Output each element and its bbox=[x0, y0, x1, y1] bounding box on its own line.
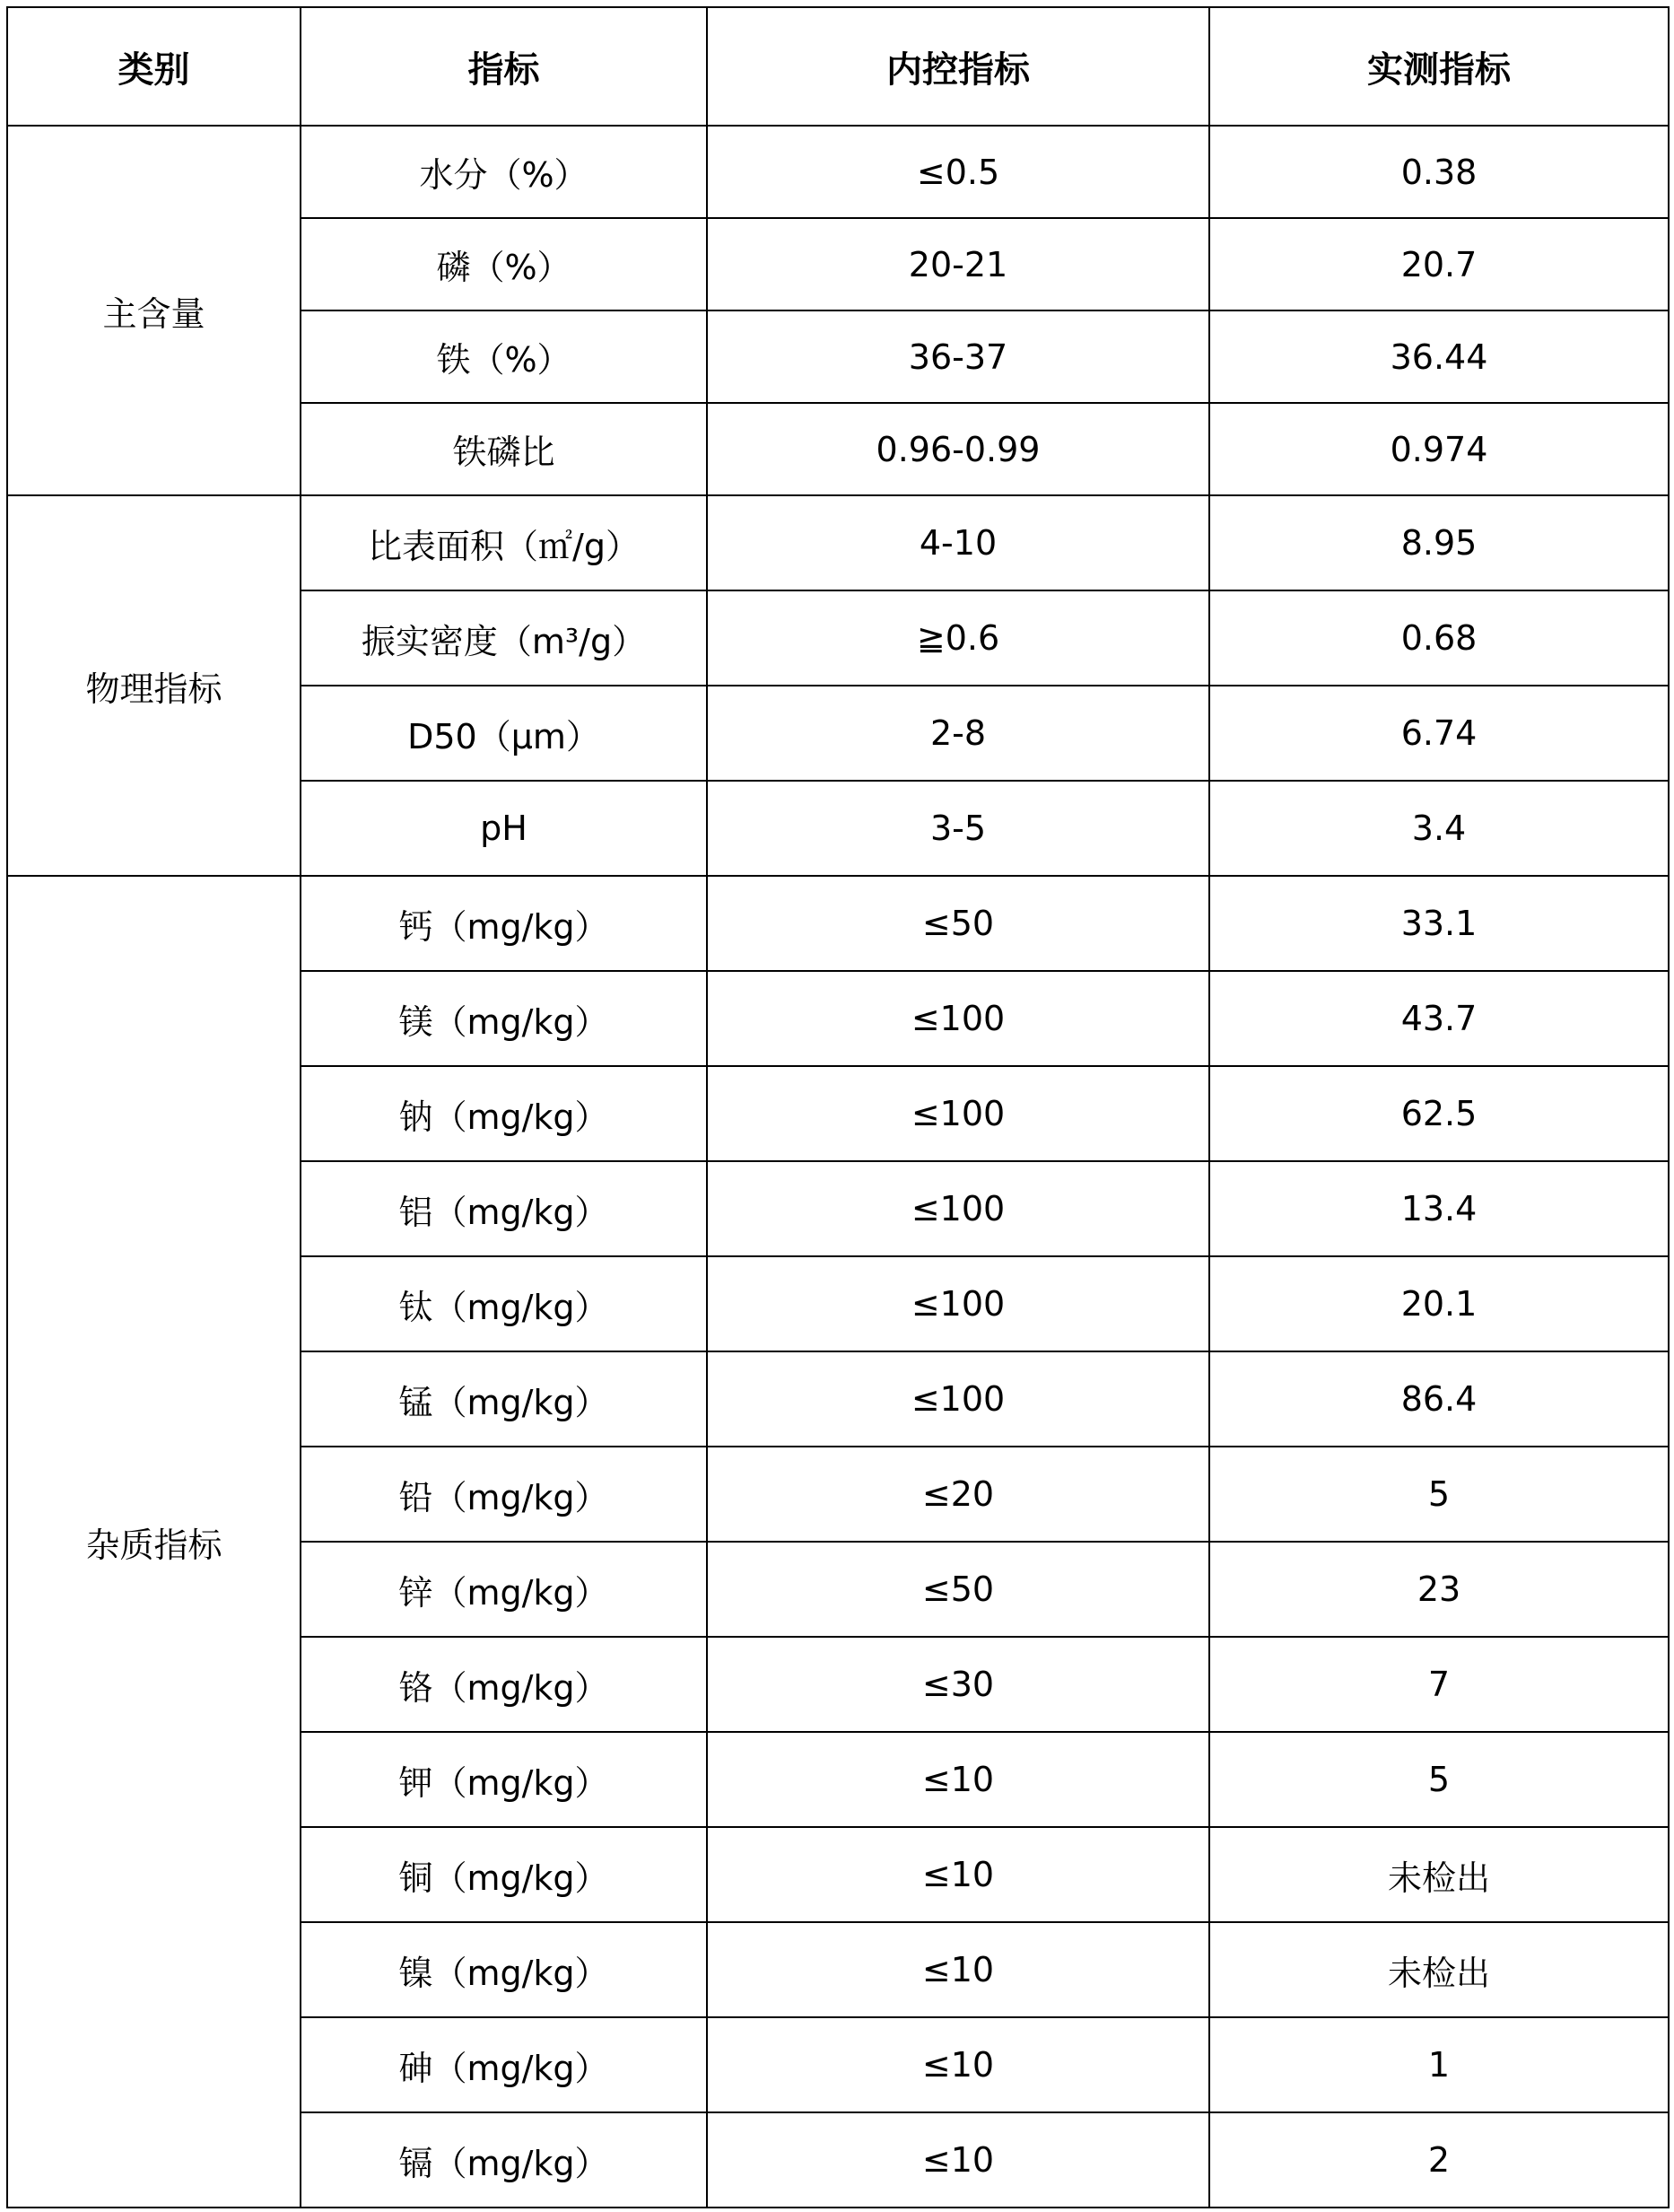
spec-cell: ≤100 bbox=[707, 971, 1209, 1066]
item-cell: 振实密度（m³/g） bbox=[301, 590, 707, 686]
spec-cell: 36-37 bbox=[707, 310, 1209, 403]
measured-cell: 86.4 bbox=[1209, 1351, 1669, 1447]
item-cell: 钛（mg/kg） bbox=[301, 1256, 707, 1351]
table-row bbox=[7, 876, 1669, 971]
spec-cell: ≤20 bbox=[707, 1447, 1209, 1542]
spec-cell: ≤50 bbox=[707, 876, 1209, 971]
measured-cell: 未检出 bbox=[1209, 1922, 1669, 2017]
measured-cell: 7 bbox=[1209, 1637, 1669, 1732]
item-cell: 铁磷比 bbox=[301, 403, 707, 495]
measured-cell: 未检出 bbox=[1209, 1827, 1669, 1922]
item-cell: 钾（mg/kg） bbox=[301, 1732, 707, 1827]
measured-cell: 0.38 bbox=[1209, 126, 1669, 218]
item-cell: 铬（mg/kg） bbox=[301, 1637, 707, 1732]
item-cell: 镍（mg/kg） bbox=[301, 1922, 707, 2017]
item-cell: 磷（%） bbox=[301, 218, 707, 310]
header-item: 指标 bbox=[301, 7, 707, 126]
spec-cell: ≤100 bbox=[707, 1256, 1209, 1351]
spec-cell: ≤100 bbox=[707, 1066, 1209, 1161]
spec-cell: ≤30 bbox=[707, 1637, 1209, 1732]
measured-cell: 3.4 bbox=[1209, 781, 1669, 876]
spec-cell: ≤10 bbox=[707, 2017, 1209, 2112]
measured-cell: 1 bbox=[1209, 2017, 1669, 2112]
header-measured: 实测指标 bbox=[1209, 7, 1669, 126]
measured-cell: 20.7 bbox=[1209, 218, 1669, 310]
measured-cell: 0.68 bbox=[1209, 590, 1669, 686]
spec-cell: ≧0.6 bbox=[707, 590, 1209, 686]
spec-cell: 4-10 bbox=[707, 495, 1209, 590]
header-row bbox=[7, 7, 1669, 126]
item-cell: 钙（mg/kg） bbox=[301, 876, 707, 971]
measured-cell: 8.95 bbox=[1209, 495, 1669, 590]
spec-cell: ≤100 bbox=[707, 1351, 1209, 1447]
measured-cell: 0.974 bbox=[1209, 403, 1669, 495]
item-cell: 钠（mg/kg） bbox=[301, 1066, 707, 1161]
item-cell: 锰（mg/kg） bbox=[301, 1351, 707, 1447]
header-category: 类别 bbox=[7, 7, 301, 126]
spec-cell: ≤10 bbox=[707, 2112, 1209, 2208]
spec-cell: 2-8 bbox=[707, 686, 1209, 781]
spec-cell: ≤10 bbox=[707, 1827, 1209, 1922]
table-row bbox=[7, 126, 1669, 218]
item-cell: 锌（mg/kg） bbox=[301, 1542, 707, 1637]
spec-cell: 20-21 bbox=[707, 218, 1209, 310]
measured-cell: 33.1 bbox=[1209, 876, 1669, 971]
item-cell: 比表面积（㎡/g） bbox=[301, 495, 707, 590]
measured-cell: 13.4 bbox=[1209, 1161, 1669, 1256]
item-cell: 铝（mg/kg） bbox=[301, 1161, 707, 1256]
item-cell: 镁（mg/kg） bbox=[301, 971, 707, 1066]
measured-cell: 5 bbox=[1209, 1447, 1669, 1542]
item-cell: 铜（mg/kg） bbox=[301, 1827, 707, 1922]
category-impurity: 杂质指标 bbox=[7, 876, 301, 2208]
measured-cell: 36.44 bbox=[1209, 310, 1669, 403]
item-cell: 镉（mg/kg） bbox=[301, 2112, 707, 2208]
measured-cell: 20.1 bbox=[1209, 1256, 1669, 1351]
spec-cell: ≤10 bbox=[707, 1922, 1209, 2017]
item-cell: D50（μm） bbox=[301, 686, 707, 781]
measured-cell: 5 bbox=[1209, 1732, 1669, 1827]
spec-cell: 3-5 bbox=[707, 781, 1209, 876]
item-cell: pH bbox=[301, 781, 707, 876]
spec-cell: ≤50 bbox=[707, 1542, 1209, 1637]
category-main-content: 主含量 bbox=[7, 126, 301, 495]
item-cell: 铅（mg/kg） bbox=[301, 1447, 707, 1542]
spec-cell: ≤10 bbox=[707, 1732, 1209, 1827]
header-spec: 内控指标 bbox=[707, 7, 1209, 126]
spec-cell: 0.96-0.99 bbox=[707, 403, 1209, 495]
item-cell: 水分（%） bbox=[301, 126, 707, 218]
item-cell: 砷（mg/kg） bbox=[301, 2017, 707, 2112]
item-cell: 铁（%） bbox=[301, 310, 707, 403]
measured-cell: 6.74 bbox=[1209, 686, 1669, 781]
measured-cell: 2 bbox=[1209, 2112, 1669, 2208]
measured-cell: 43.7 bbox=[1209, 971, 1669, 1066]
spec-cell: ≤0.5 bbox=[707, 126, 1209, 218]
measured-cell: 62.5 bbox=[1209, 1066, 1669, 1161]
spec-cell: ≤100 bbox=[707, 1161, 1209, 1256]
measured-cell: 23 bbox=[1209, 1542, 1669, 1637]
table-row bbox=[7, 495, 1669, 590]
category-physical: 物理指标 bbox=[7, 495, 301, 876]
spec-table bbox=[6, 6, 1670, 2208]
